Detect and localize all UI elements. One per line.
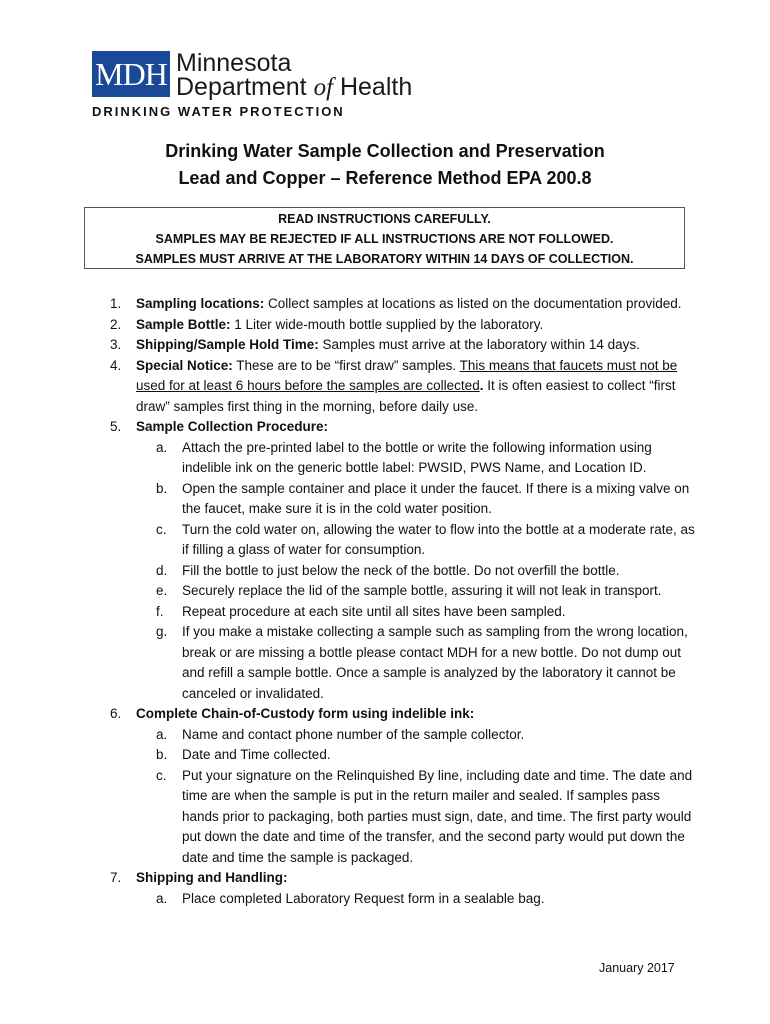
- logo-line-minnesota: Minnesota: [176, 49, 292, 77]
- item-number: 5.: [110, 419, 122, 434]
- program-name: DRINKING WATER PROTECTION: [92, 104, 345, 119]
- sub-item: [110, 479, 700, 520]
- title-line-2: Lead and Copper – Reference Method EPA 200.8: [178, 168, 592, 188]
- mdh-logo: [92, 51, 412, 101]
- instruction-item: [110, 335, 700, 356]
- item-number: 3.: [110, 337, 122, 352]
- instruction-item: [110, 417, 700, 438]
- item-number: 1.: [110, 296, 122, 311]
- sub-item-text: Securely replace the lid of the sample bottle, assuring it will not leak in transport.: [182, 583, 662, 598]
- instruction-item: [110, 315, 700, 336]
- sub-item-letter: b.: [156, 480, 168, 496]
- sub-item-text: Repeat procedure at each site until all sites have been sampled.: [182, 603, 566, 619]
- item-text: Collect samples at locations as listed on the documentation provided.: [264, 296, 682, 311]
- sub-item-letter: c.: [156, 767, 167, 783]
- document-title: [0, 138, 770, 192]
- sub-item-letter: e.: [156, 583, 168, 598]
- item-text-continued: It is often easiest to collect “first draw” samples first thing in the morning, before daily use.: [136, 378, 676, 414]
- instruction-item: [110, 704, 700, 725]
- sub-item: [110, 561, 700, 582]
- item-label: Shipping and Handling:: [136, 870, 288, 885]
- instruction-item: [110, 294, 700, 315]
- notice-line-3: SAMPLES MUST ARRIVE AT THE LABORATORY WITHIN 14 DAYS OF COLLECTION.: [135, 252, 634, 266]
- item-label: Sample Bottle:: [136, 316, 231, 332]
- sub-item: [110, 725, 700, 746]
- sub-item-letter: b.: [156, 747, 168, 762]
- item-label: Sample Collection Procedure:: [136, 419, 329, 434]
- notice-line-2: SAMPLES MAY BE REJECTED IF ALL INSTRUCTIONS ARE NOT FOLLOWED.: [155, 232, 614, 246]
- instruction-item: [110, 868, 700, 889]
- sub-item-text: Turn the cold water on, allowing the water to flow into the bottle at a moderate rate, as if filling a glass of water for consumption.: [182, 521, 695, 557]
- item-text: Samples must arrive at the laboratory within 14 days.: [318, 337, 640, 352]
- mdh-logo-mark: MDH: [92, 51, 170, 97]
- sub-item: [110, 438, 700, 479]
- sub-item-text: Place completed Laboratory Request form in a sealable bag.: [182, 890, 545, 906]
- sub-item-letter: a.: [156, 726, 168, 742]
- sub-item: [110, 602, 700, 623]
- item-label: Sampling locations:: [136, 296, 265, 311]
- sub-item: [110, 889, 700, 910]
- sub-item-text: If you make a mistake collecting a sample such as sampling from the wrong location, break or are missing a bottle please contact MDH for a new bottle. Do not dump out and refill a sample bottle. Once a sample is analyzed by the laboratory it cannot be canceled or invalidated.: [182, 624, 688, 701]
- sub-item: [110, 622, 700, 704]
- title-line-1: Drinking Water Sample Collection and Preservation: [165, 141, 605, 161]
- sub-item-text: Name and contact phone number of the sample collector.: [182, 726, 525, 742]
- notice-line-1: READ INSTRUCTIONS CAREFULLY.: [278, 212, 491, 226]
- item-label: Shipping/Sample Hold Time:: [136, 337, 319, 352]
- item-text: 1 Liter wide-mouth bottle supplied by the laboratory.: [230, 316, 544, 332]
- logo-line-department: Department of Health: [176, 73, 413, 101]
- item-bold-period: .: [479, 378, 484, 393]
- sub-item-text: Date and Time collected.: [182, 747, 331, 762]
- item-number: 4.: [110, 357, 122, 373]
- item-text: These are to be “first draw” samples.: [232, 357, 460, 373]
- item-number: 7.: [110, 870, 122, 885]
- sub-item-letter: a.: [156, 890, 168, 906]
- revision-date: January 2017: [599, 961, 675, 975]
- instruction-list: [110, 294, 700, 909]
- sub-item-letter: g.: [156, 624, 168, 639]
- sub-item: [110, 745, 700, 766]
- sub-item: [110, 520, 700, 561]
- warning-notice-box: [84, 207, 685, 269]
- item-number: 6.: [110, 706, 122, 721]
- sub-item-text: Open the sample container and place it under the faucet. If there is a mixing valve on the faucet, make sure it is in the cold water position.: [182, 480, 690, 516]
- item-underlined-text: This means that faucets must not be used for at least 6 hours before the samples are collected: [136, 357, 678, 393]
- sub-item-text: Attach the pre-printed label to the bottle or write the following information using indelible ink on the generic bottle label: PWSID, PWS Name, and Location ID.: [182, 439, 652, 475]
- sub-item-text: Put your signature on the Relinquished By line, including date and time. The date and time are when the sample is put in the return mailer and sealed. If samples pass hands prior to packaging, both parties must sign, date, and time. The first party would put down the date and time of the transfer, and the second party would put down the date and time the sample is packaged.: [182, 767, 693, 865]
- sub-item-letter: a.: [156, 439, 168, 455]
- item-label: Complete Chain-of-Custody form using indelible ink:: [136, 706, 475, 721]
- sub-item-text: Fill the bottle to just below the neck of the bottle. Do not overfill the bottle.: [182, 562, 620, 578]
- instruction-item: [110, 356, 700, 418]
- sub-item-letter: d.: [156, 562, 168, 578]
- sub-item: [110, 581, 700, 602]
- mdh-logo-wordmark: [176, 51, 412, 100]
- sub-item-letter: f.: [156, 603, 164, 619]
- sub-item-letter: c.: [156, 521, 167, 537]
- sub-item: [110, 766, 700, 869]
- item-label: Special Notice:: [136, 357, 233, 373]
- item-number: 2.: [110, 316, 122, 332]
